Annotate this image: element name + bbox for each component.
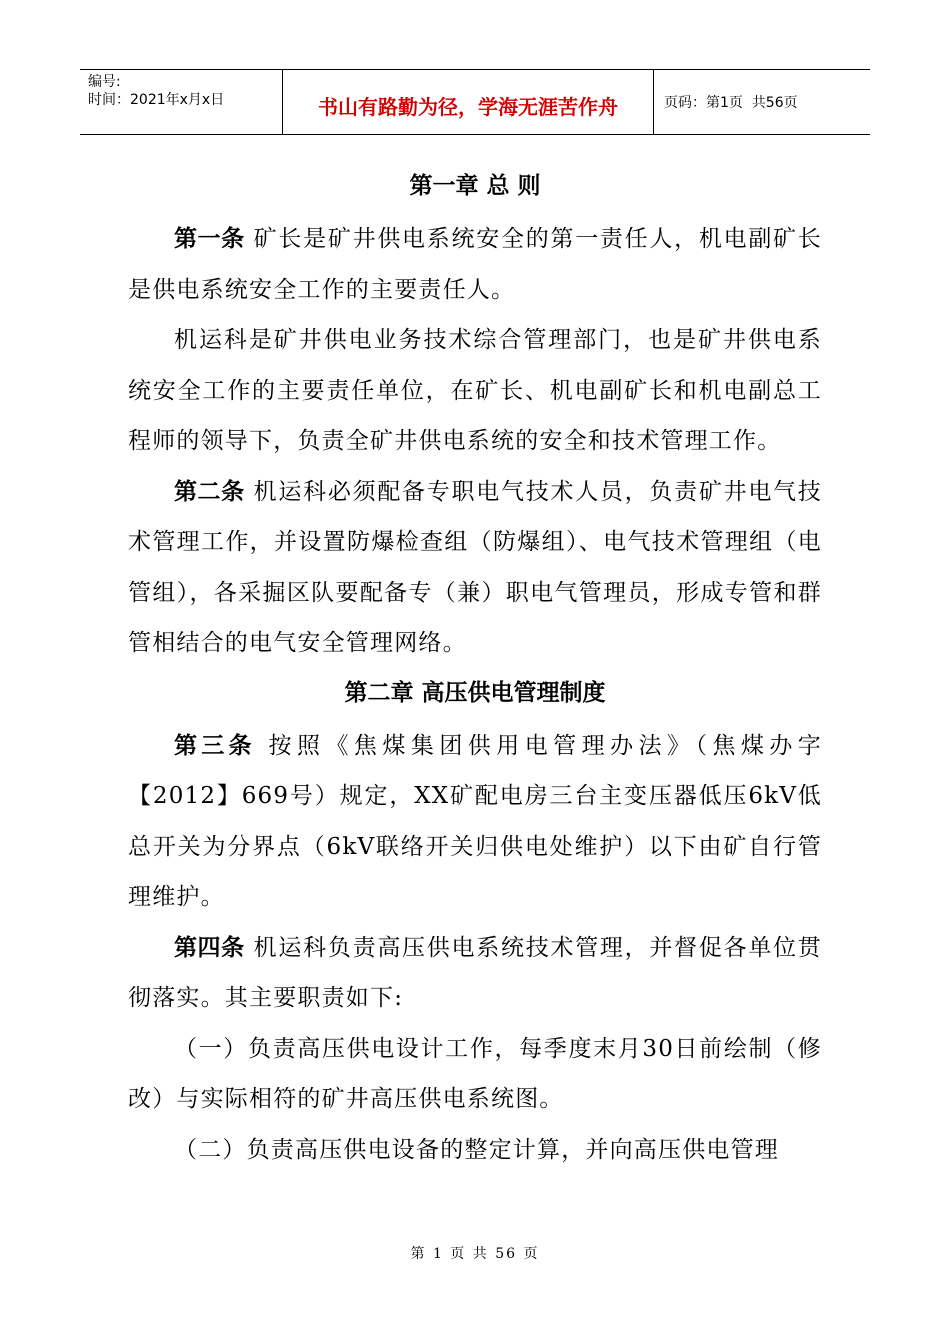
list-item-text: （一）负责高压供电设计工作，每季度末月30日前绘制（修改）与实际相符的矿井高压供电系统图。 <box>128 1035 822 1112</box>
paragraph-2 <box>128 315 822 467</box>
article-3 <box>128 721 822 923</box>
header-meta <box>80 70 283 134</box>
list-item-1 <box>128 1024 822 1125</box>
page-header <box>80 69 870 135</box>
article-text: 机运科负责高压供电系统技术管理，并督促各单位贯彻落实。其主要职责如下: <box>128 934 822 1011</box>
article-lead: 第三条 <box>174 732 256 759</box>
page-footer: 第 1 页 共 56 页 <box>410 1246 540 1262</box>
list-item-2 <box>128 1125 822 1176</box>
paragraph-text: 机运科是矿井供电业务技术综合管理部门，也是矿井供电系统安全工作的主要责任单位，在矿长、机电副矿长和机电副总工程师的领导下，负责全矿井供电系统的安全和技术管理工作。 <box>128 327 822 454</box>
article-lead: 第一条 <box>174 226 245 252</box>
document-body <box>128 160 822 1175</box>
list-item-text: （二）负责高压供电设备的整定计算，并向高压供电管理 <box>174 1136 779 1163</box>
header-motto: 书山有路勤为径，学海无涯苦作舟 <box>283 70 654 134</box>
article-4 <box>128 923 822 1024</box>
header-page-info <box>654 70 870 134</box>
article-1 <box>128 214 822 315</box>
header-number-label: 编号: <box>88 74 121 90</box>
article-2 <box>128 467 822 669</box>
chapter-title-2: 第二章 高压供电管理制度 <box>344 679 606 706</box>
article-text: 矿长是矿井供电系统安全的第一责任人，机电副矿长是供电系统安全工作的主要责任人。 <box>128 226 822 303</box>
chapter-title-1: 第一章 总 则 <box>409 173 541 199</box>
article-text: 机运科必须配备专职电气技术人员，负责矿井电气技术管理工作，并设置防爆检查组（防爆组）、电气技术管理组（电管组），各采掘区队要配备专（兼）职电气管理员，形成专管和群管相结合的电气安全管理网络。 <box>128 478 822 656</box>
article-text: 按照《焦煤集团供用电管理办法》（焦煤办字【2012】669号）规定，XX矿配电房三台主变压器低压6kV低总开关为分界点（6kV联络开关归供电处维护）以下由矿自行管理维护。 <box>128 732 822 910</box>
article-lead: 第二条 <box>174 478 245 505</box>
header-date-label: 时间：2021年x月x日 <box>88 92 225 108</box>
header-page-info-text: 页码：第1页 共56页 <box>664 95 798 111</box>
article-lead: 第四条 <box>174 934 245 961</box>
